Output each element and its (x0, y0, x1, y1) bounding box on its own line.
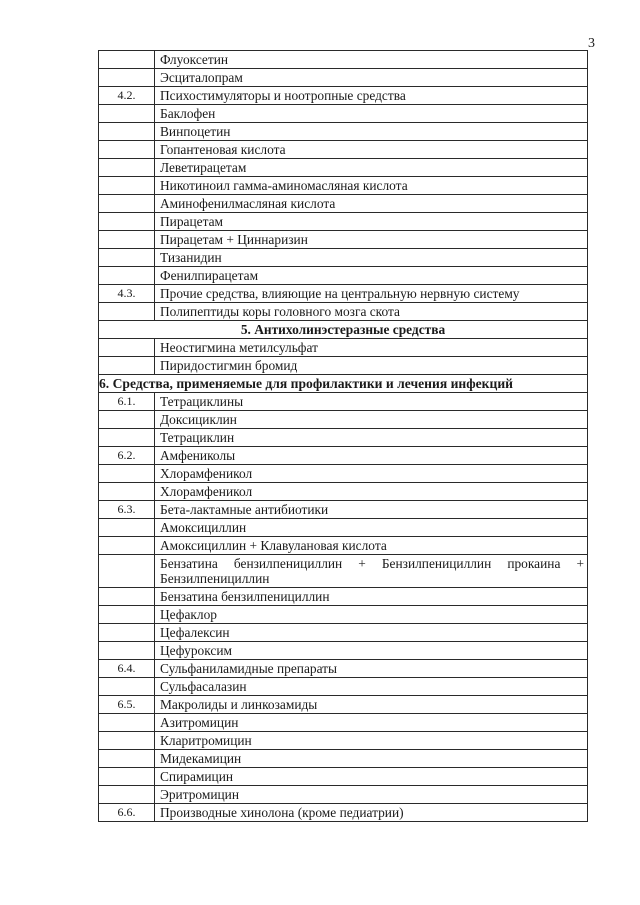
section-6-heading: 6. Средства, применяемые для профилактики и лечения инфекций (99, 375, 588, 393)
drug-name-cell: Винпоцетин (155, 123, 588, 141)
row-number-cell: 4.3. (99, 285, 155, 303)
table-row (99, 588, 588, 606)
table-row (99, 732, 588, 750)
drug-name-cell: Бензатина бензилпенициллин + Бензилпенициллин прокаина + Бензилпенициллин (155, 555, 588, 588)
row-number-cell (99, 267, 155, 285)
drug-name-cell: Амфениколы (155, 447, 588, 465)
row-number-cell: 6.1. (99, 393, 155, 411)
drug-name-cell: Полипептиды коры головного мозга скота (155, 303, 588, 321)
table-row (99, 804, 588, 822)
row-number-cell: 4.2. (99, 87, 155, 105)
drug-name-cell: Пирацетам + Циннаризин (155, 231, 588, 249)
row-number-cell (99, 51, 155, 69)
row-number-cell (99, 339, 155, 357)
table-row (99, 555, 588, 588)
table-row (99, 51, 588, 69)
drug-name-cell: Леветирацетам (155, 159, 588, 177)
table-row (99, 303, 588, 321)
table-row (99, 642, 588, 660)
drug-name-cell: Гопантеновая кислота (155, 141, 588, 159)
drug-name-cell: Бета-лактамные антибиотики (155, 501, 588, 519)
row-number-cell (99, 231, 155, 249)
table-row (99, 660, 588, 678)
row-number-cell (99, 213, 155, 231)
row-number-cell (99, 357, 155, 375)
row-number-cell (99, 642, 155, 660)
table-row (99, 339, 588, 357)
row-number-cell (99, 303, 155, 321)
drug-name-cell: Спирамицин (155, 768, 588, 786)
drug-name-cell: Прочие средства, влияющие на центральную нервную систему (155, 285, 588, 303)
row-number-cell (99, 606, 155, 624)
table-row (99, 285, 588, 303)
section-6-heading-row (99, 375, 588, 393)
table-row (99, 321, 588, 339)
row-number-cell (99, 537, 155, 555)
drug-name-cell: Азитромицин (155, 714, 588, 732)
row-number-cell (99, 750, 155, 768)
table-row (99, 249, 588, 267)
table-row (99, 177, 588, 195)
table-row (99, 357, 588, 375)
table-row (99, 750, 588, 768)
row-number-cell (99, 69, 155, 87)
table-row (99, 786, 588, 804)
row-number-cell (99, 141, 155, 159)
table-row (99, 411, 588, 429)
drug-name-cell: Пирацетам (155, 213, 588, 231)
drug-name-cell: Цефаклор (155, 606, 588, 624)
table-row (99, 231, 588, 249)
row-number-cell (99, 177, 155, 195)
table-row (99, 501, 588, 519)
drug-name-cell: Сульфаниламидные препараты (155, 660, 588, 678)
table-row (99, 213, 588, 231)
drug-list-table (98, 50, 588, 822)
drug-name-cell: Макролиды и линкозамиды (155, 696, 588, 714)
table-row (99, 447, 588, 465)
section-6-rows (99, 393, 588, 822)
table-row (99, 105, 588, 123)
drug-name-cell: Сульфасалазин (155, 678, 588, 696)
drug-name-cell: Производные хинолона (кроме педиатрии) (155, 804, 588, 822)
row-number-cell (99, 195, 155, 213)
row-number-cell (99, 465, 155, 483)
row-number-cell (99, 768, 155, 786)
row-number-cell (99, 249, 155, 267)
drug-name-cell: Хлорамфеникол (155, 465, 588, 483)
table-row (99, 87, 588, 105)
table-row (99, 696, 588, 714)
section-5-rows (99, 339, 588, 375)
table-row (99, 393, 588, 411)
drug-name-cell: Никотиноил гамма-аминомасляная кислота (155, 177, 588, 195)
drug-name-cell: Флуоксетин (155, 51, 588, 69)
drug-name-cell: Тизанидин (155, 249, 588, 267)
table-row (99, 483, 588, 501)
row-number-cell (99, 429, 155, 447)
page-number: 3 (588, 36, 595, 51)
drug-name-cell: Баклофен (155, 105, 588, 123)
drug-name-cell: Психостимуляторы и ноотропные средства (155, 87, 588, 105)
table-row (99, 768, 588, 786)
table-row (99, 465, 588, 483)
row-number-cell: 6.4. (99, 660, 155, 678)
drug-name-cell: Кларитромицин (155, 732, 588, 750)
table-row (99, 195, 588, 213)
row-number-cell: 6.3. (99, 501, 155, 519)
row-number-cell (99, 483, 155, 501)
table-row (99, 159, 588, 177)
row-number-cell: 6.5. (99, 696, 155, 714)
table-row (99, 714, 588, 732)
table-row (99, 606, 588, 624)
drug-name-cell: Амоксициллин (155, 519, 588, 537)
row-number-cell (99, 624, 155, 642)
drug-name-cell: Эритромицин (155, 786, 588, 804)
drug-name-cell: Тетрациклины (155, 393, 588, 411)
table-row (99, 267, 588, 285)
row-number-cell (99, 678, 155, 696)
row-number-cell (99, 732, 155, 750)
drug-name-cell: Цефуроксим (155, 642, 588, 660)
table-row (99, 375, 588, 393)
row-number-cell (99, 411, 155, 429)
table-row (99, 537, 588, 555)
drug-name-cell: Амоксициллин + Клавулановая кислота (155, 537, 588, 555)
drug-name-cell: Неостигмина метилсульфат (155, 339, 588, 357)
row-number-cell (99, 123, 155, 141)
table-row (99, 429, 588, 447)
drug-name-cell: Цефалексин (155, 624, 588, 642)
table-row (99, 141, 588, 159)
drug-name-cell: Бензатина бензилпенициллин (155, 588, 588, 606)
section-4-rows (99, 51, 588, 321)
drug-name-cell: Хлорамфеникол (155, 483, 588, 501)
table-row (99, 69, 588, 87)
row-number-cell (99, 105, 155, 123)
table-row (99, 519, 588, 537)
row-number-cell: 6.6. (99, 804, 155, 822)
section-5-heading: 5. Антихолинэстеразные средства (99, 321, 588, 339)
row-number-cell (99, 555, 155, 588)
drug-name-cell: Тетрациклин (155, 429, 588, 447)
drug-name-cell: Пиридостигмин бромид (155, 357, 588, 375)
table-row (99, 624, 588, 642)
drug-name-cell: Доксициклин (155, 411, 588, 429)
row-number-cell (99, 159, 155, 177)
row-number-cell: 6.2. (99, 447, 155, 465)
row-number-cell (99, 714, 155, 732)
drug-name-cell: Эсциталопрам (155, 69, 588, 87)
row-number-cell (99, 519, 155, 537)
drug-name-cell: Мидекамицин (155, 750, 588, 768)
drug-name-cell: Аминофенилмасляная кислота (155, 195, 588, 213)
row-number-cell (99, 786, 155, 804)
row-number-cell (99, 588, 155, 606)
drug-name-cell: Фенилпирацетам (155, 267, 588, 285)
table-row (99, 678, 588, 696)
table-row (99, 123, 588, 141)
section-5-heading-row (99, 321, 588, 339)
